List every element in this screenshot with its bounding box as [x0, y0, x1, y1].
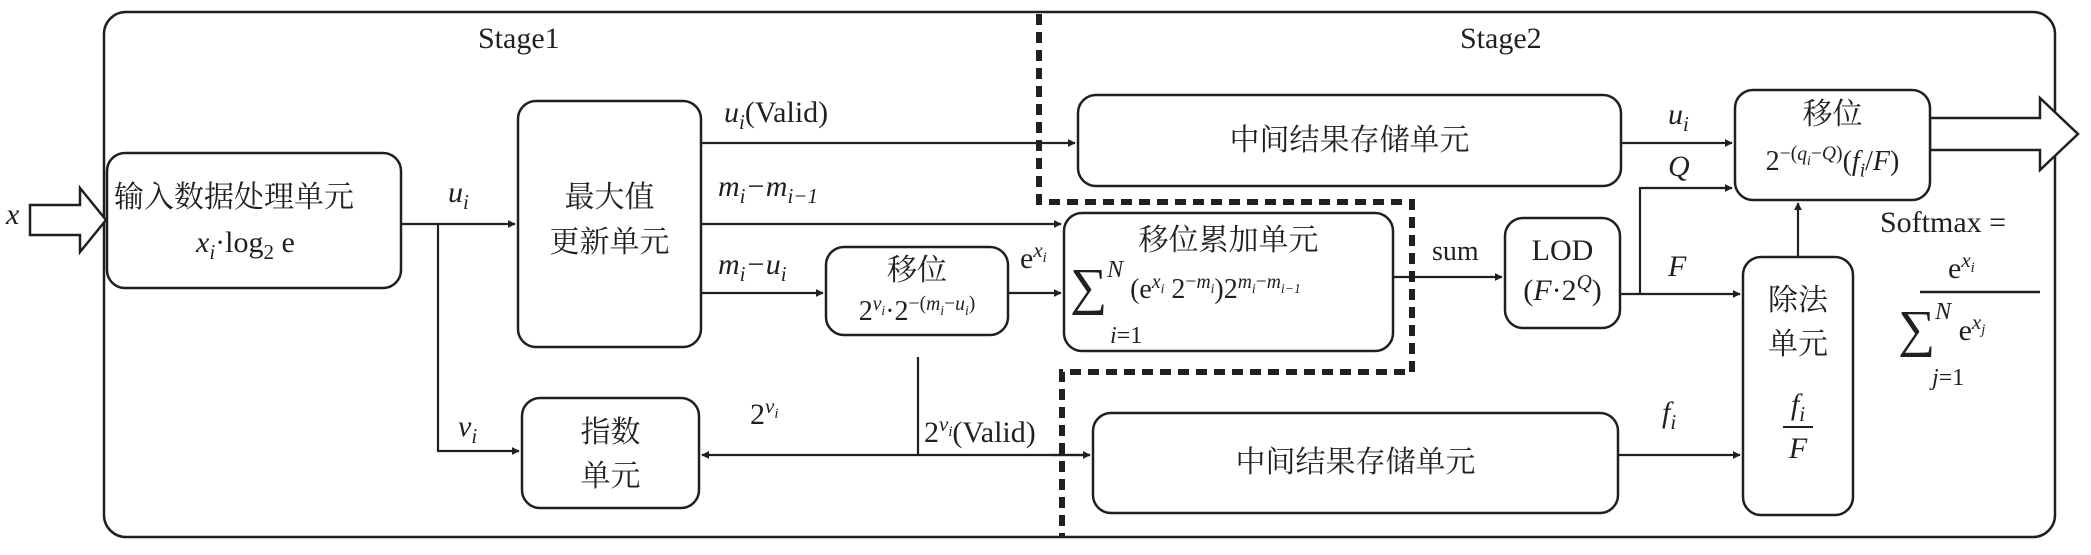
shift1-title: 移位 [887, 253, 947, 288]
max-update-line2: 更新单元 [549, 225, 670, 260]
signal-fi: $f_i$ [1662, 396, 1677, 434]
shift-out-title: 移位 [1802, 97, 1863, 132]
signal-m-diff-prev: $m_i-m_{i-1}$ [718, 170, 818, 208]
shift1-formula: $2^{v_i}\cdot 2^{-(m_i-u_i)}$ [858, 293, 976, 327]
input-proc-box [107, 153, 401, 288]
signal-ui-out: $u_i$ [1668, 98, 1689, 136]
shift-accum-formula: ∑N i=1 ($e^{x_i}$ $2^{-m_i})2^{m_i-m_{i-1}}$ [1070, 257, 1301, 349]
divider-fraction: $\frac{f_i}{F}$ [1743, 390, 1853, 464]
stage1-label: Stage1 [478, 22, 560, 55]
stage2-label: Stage2 [1460, 22, 1542, 55]
divider-line2: 单元 [1768, 327, 1828, 362]
storage-top-title: 中间结果存储单元 [1229, 123, 1470, 158]
signal-Q: Q [1668, 150, 1690, 183]
signal-F: F [1668, 250, 1687, 283]
signal-ui-valid: $u_i(Valid)$ [724, 96, 829, 134]
signal-exi: $e^{x_i}$ [1020, 238, 1047, 275]
lod-formula: $(F\cdot 2^Q)$ [1523, 270, 1602, 307]
shift-out-formula: $2^{-(q_i-Q)}(f_i/F)$ [1765, 143, 1900, 182]
input-x-label: x [6, 198, 20, 231]
input-arrow [30, 188, 106, 252]
signal-m-minus-u: $m_i-u_i$ [718, 248, 787, 286]
signal-sum: sum [1432, 236, 1479, 267]
softmax-numerator: $e^{x_i}$ [1948, 248, 1975, 285]
exp-unit-line1: 指数 [580, 415, 641, 450]
wire-ui-to-exp [438, 224, 519, 451]
lod-title: LOD [1531, 234, 1594, 267]
shift-accum-title: 移位累加单元 [1138, 223, 1319, 258]
exp-unit-line2: 单元 [580, 459, 641, 494]
divider-line1: 除法 [1768, 283, 1828, 318]
storage-bottom-title: 中间结果存储单元 [1235, 445, 1476, 480]
input-proc-title: 输入数据处理单元 [114, 180, 354, 215]
signal-2vi-valid: 2$^{v_i}$(Valid) [924, 412, 1036, 449]
signal-vi: $v_i$ [458, 410, 478, 448]
softmax-label: Softmax = [1880, 206, 2007, 239]
input-proc-formula: $x_i\cdot\log_2$ e [196, 226, 295, 264]
signal-ui: $u_i$ [448, 176, 469, 214]
max-update-box [518, 101, 701, 347]
signal-2vi: 2$^{v_i}$ [750, 394, 779, 431]
softmax-denominator: ∑N j=1 $e^{x_j}$ [1898, 299, 1986, 391]
max-update-line1: 最大值 [564, 180, 655, 215]
